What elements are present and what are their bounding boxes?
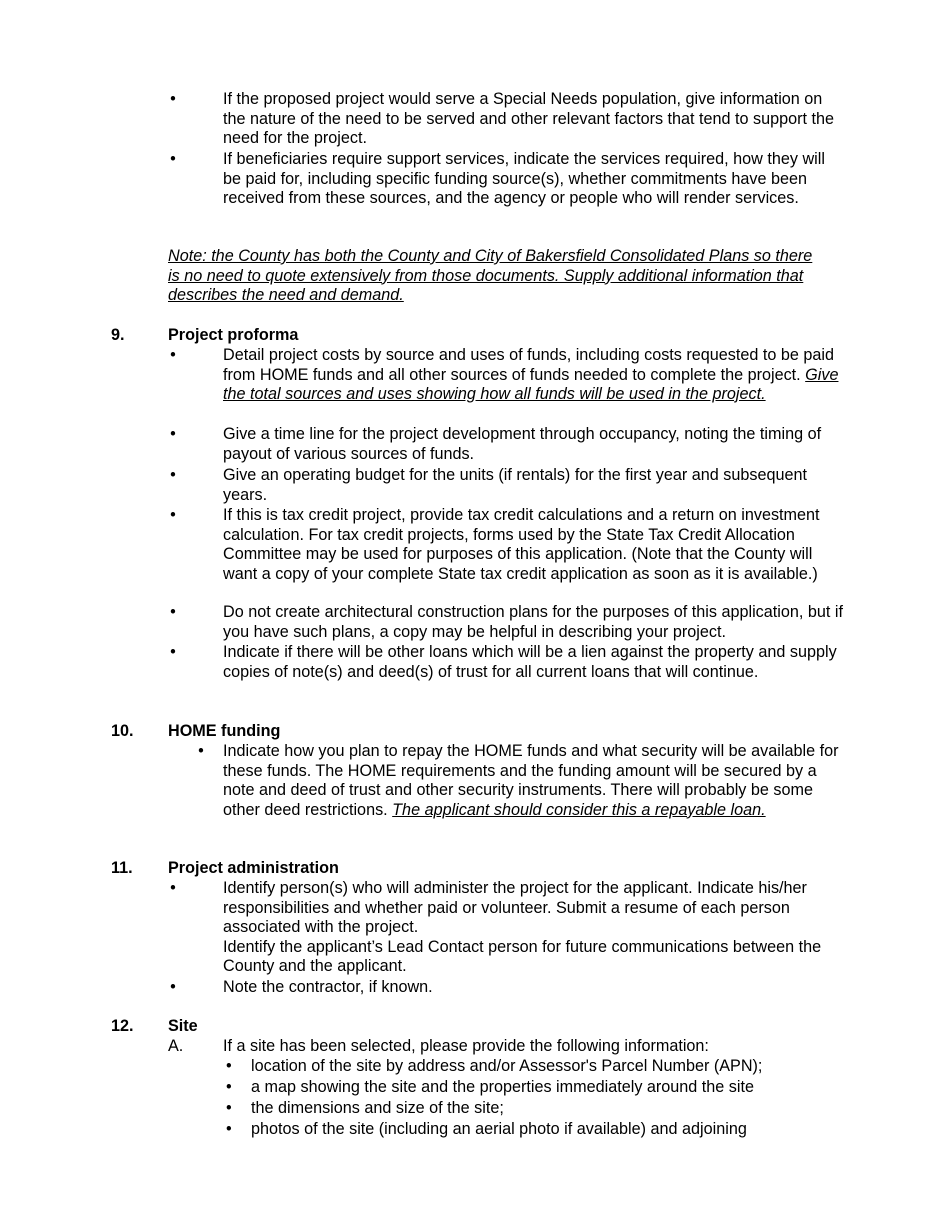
- s9-bullet-time-line: Give a time line for the project development through occupancy, noting the timing of payout of various sources of funds.: [223, 425, 822, 463]
- bullet-icon: •: [170, 879, 176, 897]
- intro-bullet-special-needs: If the proposed project would serve a Special Needs population, give information on the nature of the need to be served and other relevant factors that tend to support the need for the project.: [223, 90, 835, 147]
- s9-bullet-project-costs: Detail project costs by source and uses of funds, including costs requested to be paid from HOME funds and all other sources of funds needed to complete the project. Give the total sources and uses showing how all funds will be used in the project.: [223, 346, 839, 403]
- s11-bullet-administer: Identify person(s) who will administer the project for the applicant. Indicate his/her responsibilities and whether paid or volunteer. Submit a resume of each person associated with the project. Identify the applicant’s Lead Contact person for future communications between the County and the applicant.: [223, 879, 845, 977]
- section-11-title: Project administration: [168, 859, 339, 877]
- s9-total-sources-emphasis: Give the total sources and uses showing how all funds will be used in the project.: [223, 365, 839, 403]
- bullet-icon: •: [170, 150, 176, 168]
- s10-repayable-loan-emphasis: The applicant should consider this a repayable loan.: [392, 800, 766, 819]
- s12-item-a-label: A.: [168, 1037, 184, 1055]
- bullet-icon: •: [170, 506, 176, 524]
- bullet-icon: •: [170, 643, 176, 661]
- s12-site-item: photos of the site (including an aerial photo if available) and adjoining: [251, 1120, 747, 1138]
- section-9-number: 9.: [111, 326, 125, 344]
- bullet-icon: •: [170, 466, 176, 484]
- s9-bullet-construction-plans: Do not create architectural construction plans for the purposes of this application, but if you have such plans, a copy may be helpful in describing your project.: [223, 603, 843, 641]
- section-12-number: 12.: [111, 1017, 134, 1035]
- section-10-number: 10.: [111, 722, 134, 740]
- bullet-icon: •: [170, 603, 176, 621]
- s9-bullet-tax-credit: If this is tax credit project, provide tax credit calculations and a return on investment calculation. For tax credit projects, forms used by the State Tax Credit Allocation Committee may be used for purposes of this application. (Note that the County will want a copy of your complete State tax credit application as soon as it is available.): [223, 506, 820, 583]
- bullet-icon: •: [170, 978, 176, 996]
- bullet-icon: •: [226, 1120, 232, 1138]
- bullet-icon: •: [226, 1057, 232, 1075]
- bullet-icon: •: [170, 90, 176, 108]
- intro-bullet-support-services: If beneficiaries require support services, indicate the services required, how they will be paid for, including specific funding source(s), whether commitments have been received from these sources, and the agency or people who will render services.: [223, 150, 825, 207]
- s9-bullet-operating-budget: Give an operating budget for the units (if rentals) for the first year and subsequent years.: [223, 466, 807, 504]
- bullet-icon: •: [226, 1078, 232, 1096]
- section-11-number: 11.: [111, 859, 133, 877]
- consolidated-plans-note: Note: the County has both the County and City of Bakersfield Consolidated Plans so there is no need to quote extensively from those documents. Supply additional information that describes the need and demand.: [168, 247, 813, 304]
- s11-lead-contact: Identify the applicant’s Lead Contact person for future communications between the County and the applicant.: [223, 937, 822, 975]
- section-9-title: Project proforma: [168, 326, 299, 344]
- bullet-icon: •: [170, 346, 176, 364]
- s12-site-item: the dimensions and size of the site;: [251, 1099, 504, 1117]
- s12-site-item: a map showing the site and the properties immediately around the site: [251, 1078, 754, 1096]
- s12-site-item: location of the site by address and/or Assessor's Parcel Number (APN);: [251, 1057, 763, 1075]
- bullet-icon: •: [226, 1099, 232, 1117]
- section-10-title: HOME funding: [168, 722, 281, 740]
- s9-bullet-other-loans: Indicate if there will be other loans which will be a lien against the property and supply copies of note(s) and deed(s) of trust for all current loans that will continue.: [223, 643, 837, 681]
- s11-bullet-contractor: Note the contractor, if known.: [223, 978, 433, 996]
- s10-bullet-repay-home: Indicate how you plan to repay the HOME funds and what security will be available for these funds. The HOME requirements and the funding amount will be secured by a note and deed of trust and other security instruments. There will probably be some other deed restrictions. The applicant should consider this a repayable loan.: [223, 742, 839, 819]
- s12-item-a-text: If a site has been selected, please provide the following information:: [223, 1037, 709, 1055]
- section-12-title: Site: [168, 1017, 198, 1035]
- bullet-icon: •: [170, 425, 176, 443]
- bullet-icon: •: [198, 742, 204, 760]
